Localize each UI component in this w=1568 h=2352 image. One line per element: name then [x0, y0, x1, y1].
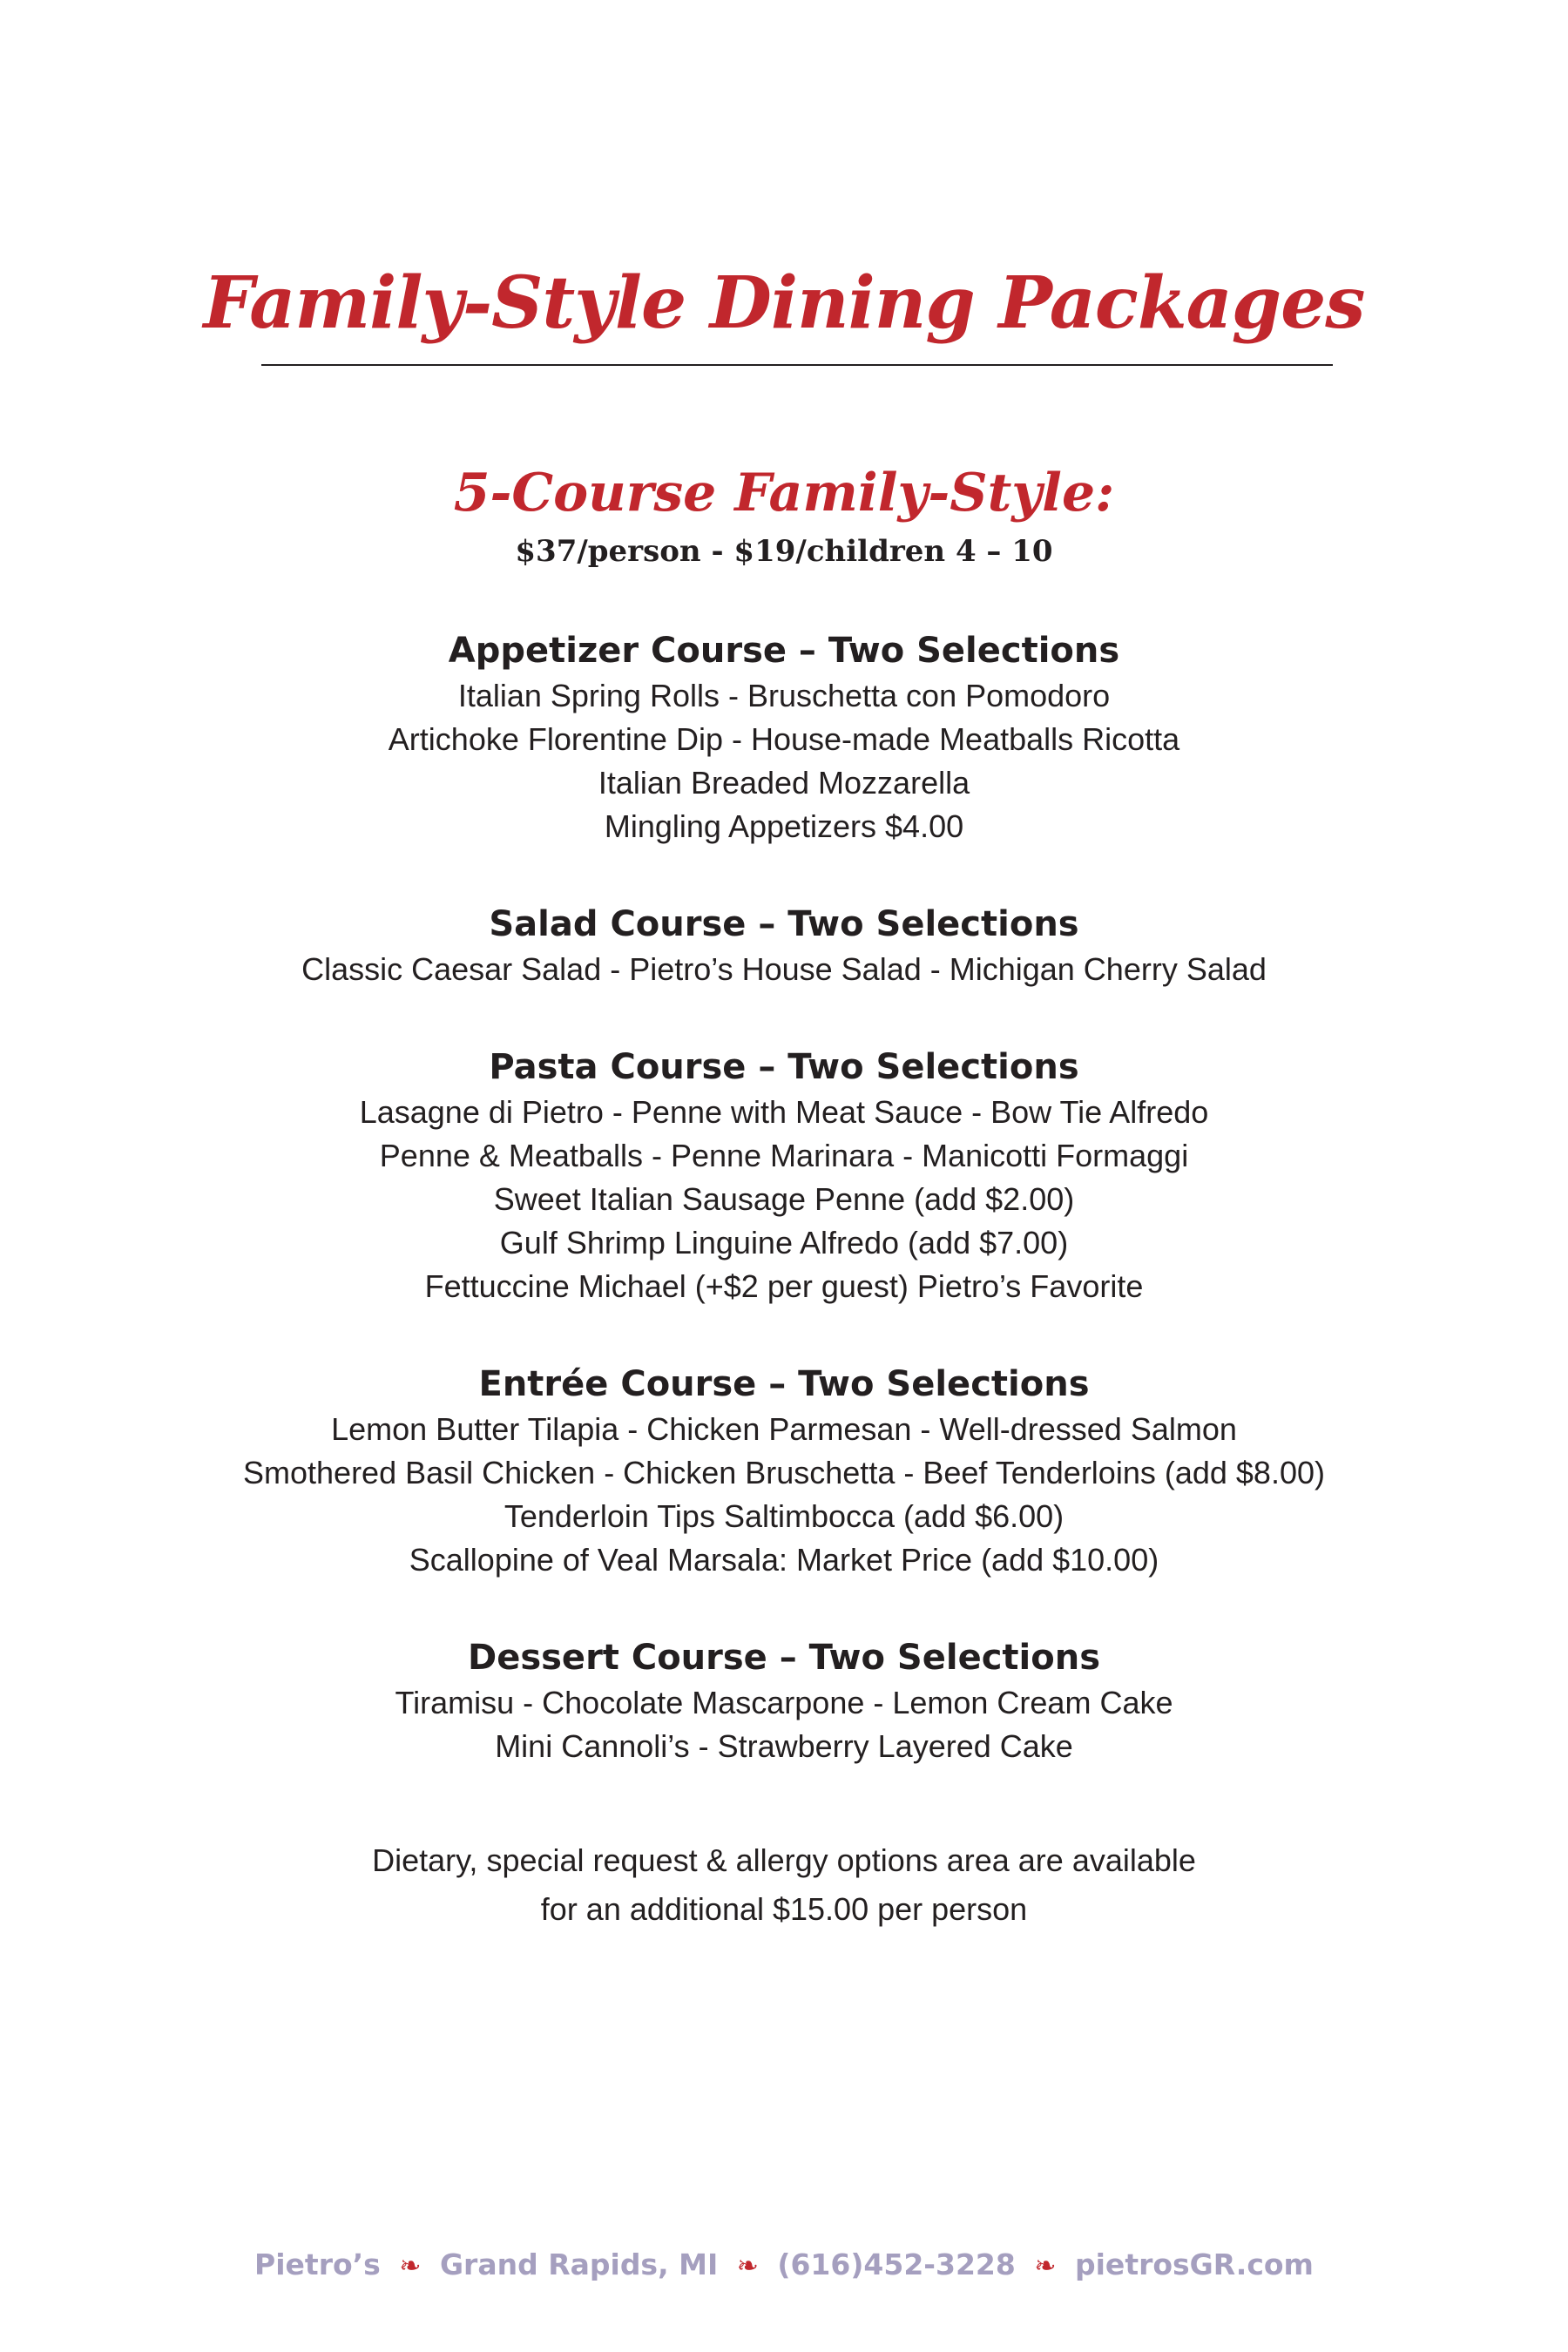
course-entree: [0, 1361, 1568, 1582]
menu-line: Scallopine of Veal Marsala: Market Price (add $10.00): [409, 1542, 1159, 1578]
scroll-ornament-icon: ❧: [399, 2251, 422, 2281]
menu-line: Classic Caesar Salad - Pietro’s House Salad - Michigan Cherry Salad: [301, 951, 1267, 987]
note-line: Dietary, special request & allergy options area are available: [372, 1842, 1196, 1878]
course-heading: Dessert Course – Two Selections: [467, 1638, 1100, 1678]
footer-restaurant-name: Pietro’s: [254, 2247, 381, 2281]
course-heading: Pasta Course – Two Selections: [489, 1047, 1079, 1087]
footer: [0, 2246, 1568, 2286]
menu-line: Fettuccine Michael (+$2 per guest) Pietro’s Favorite: [424, 1268, 1144, 1304]
footer-location: Grand Rapids, MI: [439, 2247, 719, 2281]
course-heading: Salad Course – Two Selections: [489, 904, 1079, 944]
menu-line: Italian Spring Rolls - Bruschetta con Pomodoro: [457, 678, 1111, 713]
course-pasta: [0, 1044, 1568, 1308]
package-content: [0, 462, 1568, 1934]
footer-website-link[interactable]: pietrosGR.com: [1075, 2247, 1314, 2281]
menu-line: Lemon Butter Tilapia - Chicken Parmesan - Well-dressed Salmon: [331, 1411, 1237, 1447]
menu-line: Lasagne di Pietro - Penne with Meat Sauce - Bow Tie Alfredo: [359, 1094, 1209, 1130]
menu-line: Artichoke Florentine Dip - House-made Meatballs Ricotta: [388, 721, 1180, 757]
menu-line: Sweet Italian Sausage Penne (add $2.00): [493, 1181, 1075, 1217]
scroll-ornament-icon: ❧: [736, 2251, 759, 2281]
menu-line: Italian Breaded Mozzarella: [598, 765, 970, 801]
course-heading: Appetizer Course – Two Selections: [448, 631, 1120, 671]
course-appetizer: [0, 627, 1568, 848]
menu-line: Mini Cannoli’s - Strawberry Layered Cake: [495, 1728, 1073, 1764]
course-salad: [0, 901, 1568, 991]
package-title: 5-Course Family-Style:: [453, 463, 1115, 524]
menu-line: Gulf Shrimp Linguine Alfredo (add $7.00): [499, 1225, 1069, 1260]
menu-line: Penne & Meatballs - Penne Marinara - Manicotti Formaggi: [379, 1138, 1189, 1173]
menu-line: Smothered Basil Chicken - Chicken Bruschetta - Beef Tenderloins (add $8.00): [243, 1455, 1325, 1490]
menu-line: Tiramisu - Chocolate Mascarpone - Lemon Cream Cake: [395, 1685, 1173, 1720]
package-price: $37/person - $19/children 4 – 10: [515, 534, 1053, 569]
title-divider: [261, 364, 1333, 366]
dietary-note: [0, 1836, 1568, 1934]
footer-phone: (616)452-3228: [777, 2247, 1016, 2281]
note-line: for an additional $15.00 per person: [540, 1891, 1028, 1927]
menu-line: Tenderloin Tips Saltimbocca (add $6.00): [504, 1498, 1064, 1534]
course-dessert: [0, 1634, 1568, 1768]
page-title: Family-Style Dining Packages: [203, 261, 1365, 345]
scroll-ornament-icon: ❧: [1034, 2251, 1057, 2281]
course-heading: Entrée Course – Two Selections: [478, 1364, 1090, 1404]
menu-line: Mingling Appetizers $4.00: [604, 808, 964, 844]
